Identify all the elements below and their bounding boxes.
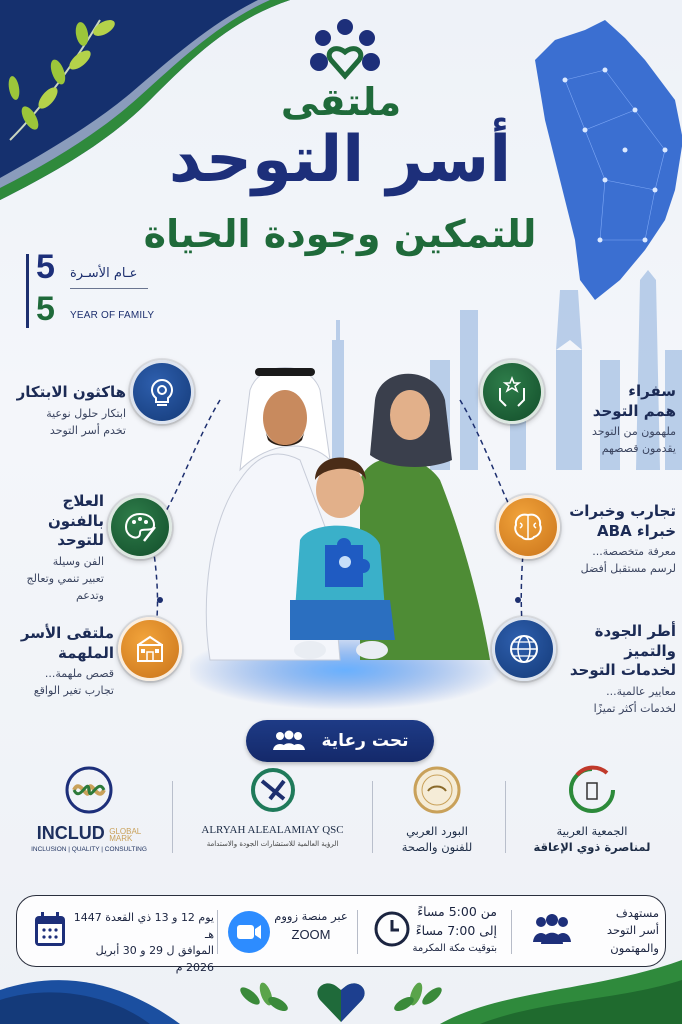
yof-arabic-label: عـام الأسـرة — [70, 266, 138, 281]
feature-aba-experts — [566, 502, 676, 577]
info-divider — [357, 910, 358, 954]
yof-divider — [26, 254, 29, 328]
event-info-bar — [16, 895, 666, 974]
aba-experts-icon-circle — [496, 495, 560, 559]
school-building-icon — [132, 631, 168, 667]
right-leaves-icon — [392, 981, 444, 1014]
inspiring-families-icon-circle — [118, 617, 182, 681]
feature-title: لخدمات التوحد — [569, 661, 676, 679]
sponsor-includ-global-mark — [14, 765, 164, 865]
feature-inspiring-families — [8, 624, 114, 699]
feature-title: العلاج بالفنون — [47, 492, 104, 530]
alryah-arabic-name: الرؤية العالمية للاستشارات الجودة والاستدامة — [206, 840, 339, 849]
feature-title: ملتقى الأسر — [20, 624, 114, 642]
group-icon — [271, 730, 307, 752]
arab-association-logo-icon — [567, 765, 617, 815]
includ-mark: MARK — [109, 833, 133, 843]
yof-number-top: 5 — [36, 248, 55, 286]
ambassadors-icon-circle — [480, 360, 544, 424]
feature-title: تجارب وخبرات — [569, 502, 676, 520]
sponsor-alryah-alealamiay — [180, 765, 365, 865]
time-from: من 5:00 مساءً — [417, 904, 497, 919]
platform-text — [271, 908, 351, 945]
time-zone: بتوقيت مكة المكرمة — [412, 942, 497, 954]
yof-number-bottom: 5 — [36, 290, 55, 328]
audience-group-icon — [531, 912, 573, 948]
feature-title: أطر الجودة — [594, 622, 676, 640]
year-of-family-badge — [26, 250, 166, 330]
audience-text — [577, 905, 659, 957]
time-to: إلى 7:00 مساءً — [415, 922, 497, 938]
audience-line-2: أسر التوحد — [606, 923, 659, 938]
under-patronage-banner — [246, 720, 434, 762]
title-line-2: أسر التوحد — [168, 123, 512, 197]
info-divider — [511, 910, 512, 954]
feature-quality-frameworks — [566, 622, 676, 717]
title-line-1: ملتقى — [280, 80, 402, 124]
includ-wordmark: INCLUD — [36, 823, 105, 843]
sponsor-divider — [172, 781, 173, 853]
alryah-name: ALRYAH ALEALAMIAY QSC — [201, 824, 344, 836]
yof-english-label: YEAR OF FAMILY — [70, 310, 155, 321]
innovation-hackathon-icon-circle — [130, 360, 194, 424]
date-gregorian: الموافق ل 29 و 30 أبريل 2026 م — [95, 944, 214, 974]
saudi-map-network-icon — [525, 20, 682, 300]
feature-title: خبراء ABA — [597, 521, 676, 540]
lightbulb-gear-icon — [144, 374, 180, 410]
quality-frameworks-icon-circle — [492, 617, 556, 681]
sponsor-arab-association-disabilities — [512, 765, 672, 865]
platform-zoom-label: ZOOM — [291, 927, 331, 943]
arab-board-name-2: للفنون والصحة — [401, 840, 473, 855]
feature-title: والتميز — [624, 641, 676, 660]
puzzle-heart-icon — [317, 983, 364, 1022]
feature-desc: يقدمون قصصهم — [601, 442, 676, 456]
feature-hackathon — [8, 383, 126, 439]
left-leaves-icon — [238, 981, 290, 1014]
feature-title: الملهمة — [57, 643, 114, 662]
feature-desc: معرفة متخصصة... — [592, 545, 676, 558]
arab-association-name-2: لمناصرة ذوي الإعاقة — [533, 840, 651, 855]
includ-logo-icon — [64, 765, 114, 815]
arab-board-logo-icon — [412, 765, 462, 815]
includ-tagline: INCLUSION | QUALITY | CONSULTING — [31, 846, 147, 853]
patronage-label: تحت رعاية — [321, 731, 409, 751]
alryah-logo-icon — [248, 765, 298, 815]
sponsor-divider — [505, 781, 506, 853]
calendar-icon — [33, 910, 67, 948]
feature-desc: ابتكار حلول نوعية — [46, 406, 126, 420]
brain-icon — [510, 509, 546, 545]
zoom-camera-icon[interactable] — [227, 910, 271, 954]
audience-line-3: والمهتمون — [610, 940, 659, 955]
includ-global: GLOBAL — [109, 826, 142, 836]
feature-desc: الفن وسيلة — [52, 554, 104, 568]
audience-line-1: مستهدف — [615, 906, 659, 920]
feature-title: سفراء — [628, 382, 676, 400]
feature-desc: تعبير تنمي وتعالج — [26, 571, 104, 585]
feature-desc: وتدعم — [75, 588, 104, 602]
feature-desc: لخدمات أكثر تميزًا — [593, 701, 676, 715]
sponsor-arab-board-arts-health — [378, 765, 496, 865]
feature-title: للتوحد — [57, 531, 104, 549]
autism-family-logo-icon — [305, 18, 385, 80]
yof-underline — [70, 288, 148, 289]
sponsor-divider — [372, 781, 373, 853]
dashed-connector-lines — [150, 390, 530, 720]
palette-brush-icon — [122, 509, 158, 545]
title-line-3: للتمكين وجودة الحياة — [143, 212, 537, 256]
feature-desc: ملهمون من التوحد — [592, 425, 676, 438]
feature-title: همم التوحد — [592, 401, 676, 420]
feature-ambassadors — [552, 382, 676, 457]
sponsors-row — [0, 765, 682, 865]
info-divider — [217, 910, 218, 954]
hands-star-icon — [494, 374, 530, 410]
feature-title: هاكثون الابتكار — [16, 383, 126, 401]
feature-art-therapy — [8, 492, 104, 604]
feature-desc: لرسم مستقبل أفضل — [580, 562, 676, 576]
bottom-heart-puzzle-decoration — [230, 976, 452, 1024]
art-therapy-icon-circle — [108, 495, 172, 559]
arab-association-name-1: الجمعية العربية — [556, 824, 628, 838]
feature-desc: تخدم أسر التوحد — [49, 423, 126, 437]
feature-desc: قصص ملهمة... — [44, 667, 114, 680]
time-text — [397, 903, 497, 956]
arab-board-name-1: البورد العربي — [406, 824, 468, 838]
platform-line-1: عبر منصة زووم — [274, 909, 348, 923]
feature-desc: تجارب تغير الواقع — [33, 684, 114, 698]
feature-desc: معايير عالمية... — [606, 684, 676, 698]
globe-icon — [506, 631, 542, 667]
date-hijri: يوم 12 و 13 ذي القعدة 1447 هـ — [73, 911, 214, 941]
